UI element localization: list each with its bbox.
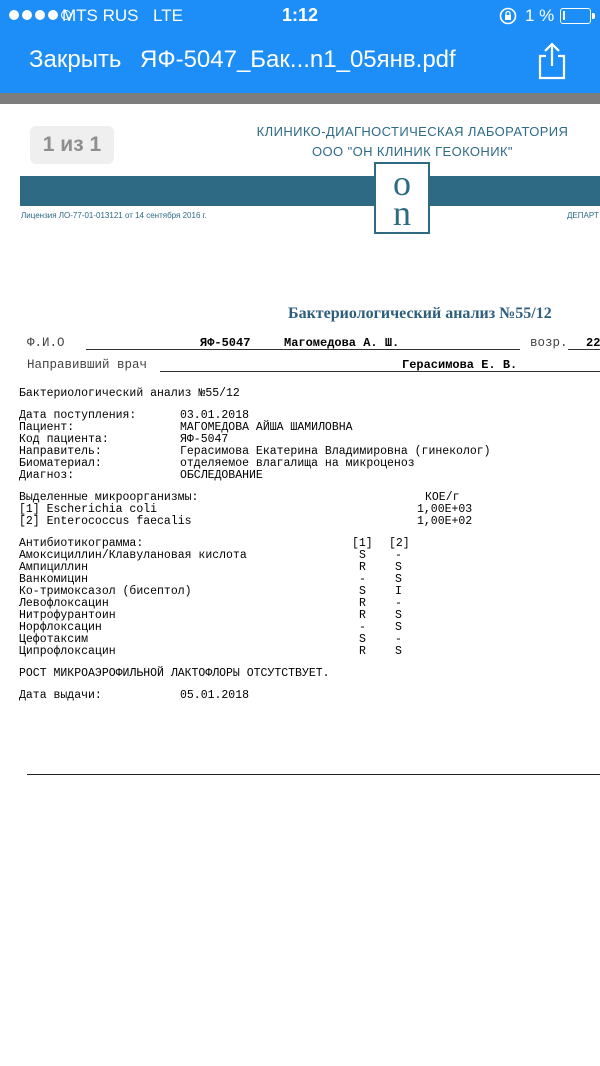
share-icon[interactable] (536, 42, 568, 80)
report-heading: Бактериологический анализ №55/12 (19, 387, 240, 400)
battery-percent: 1 % (525, 6, 555, 25)
fio-label: Ф.И.О (27, 336, 65, 350)
department-text: ДЕПАРТ (567, 211, 599, 220)
age-label: возр. (530, 336, 568, 350)
report-note: РОСТ МИКРОАЭРОФИЛЬНОЙ ЛАКТОФЛОРЫ ОТСУТСТВУЕТ. (19, 667, 330, 680)
battery-icon (560, 8, 591, 24)
lab-company: ООО "ОН КЛИНИК ГЕОКОНИК" (312, 144, 513, 159)
document-title: ЯФ-5047_Бак...n1_05янв.pdf (140, 46, 456, 73)
doctor-value: Герасимова Е. В. (402, 358, 518, 372)
network-type: LTE (153, 6, 183, 25)
license-text: Лицензия ЛО-77-01-013121 от 14 сентября 2016 г. (21, 211, 207, 220)
lab-logo: o n (374, 162, 430, 234)
fio-name: Магомедова А. Ш. (284, 336, 400, 350)
signature-line (27, 774, 600, 775)
page-indicator: 1 из 1 (30, 126, 114, 164)
nav-bar (0, 32, 600, 93)
carrier-name: MTS RUS (62, 6, 139, 25)
divider (0, 93, 600, 104)
age-value: 22 (586, 336, 600, 350)
app-header (0, 0, 600, 93)
close-button[interactable]: Закрыть (29, 46, 122, 73)
fio-code: ЯФ-5047 (200, 336, 251, 350)
lab-name: КЛИНИКО-ДИАГНОСТИЧЕСКАЯ ЛАБОРАТОРИЯ (256, 124, 569, 139)
doctor-underline (160, 371, 600, 372)
doctor-label: Направивший врач (27, 358, 148, 372)
header-banner (20, 176, 600, 206)
report-title: Бактериологический анализ №55/12 (288, 305, 552, 322)
rotation-lock-icon (498, 6, 518, 26)
clock: 1:12 (281, 5, 319, 25)
status-bar (0, 0, 600, 32)
